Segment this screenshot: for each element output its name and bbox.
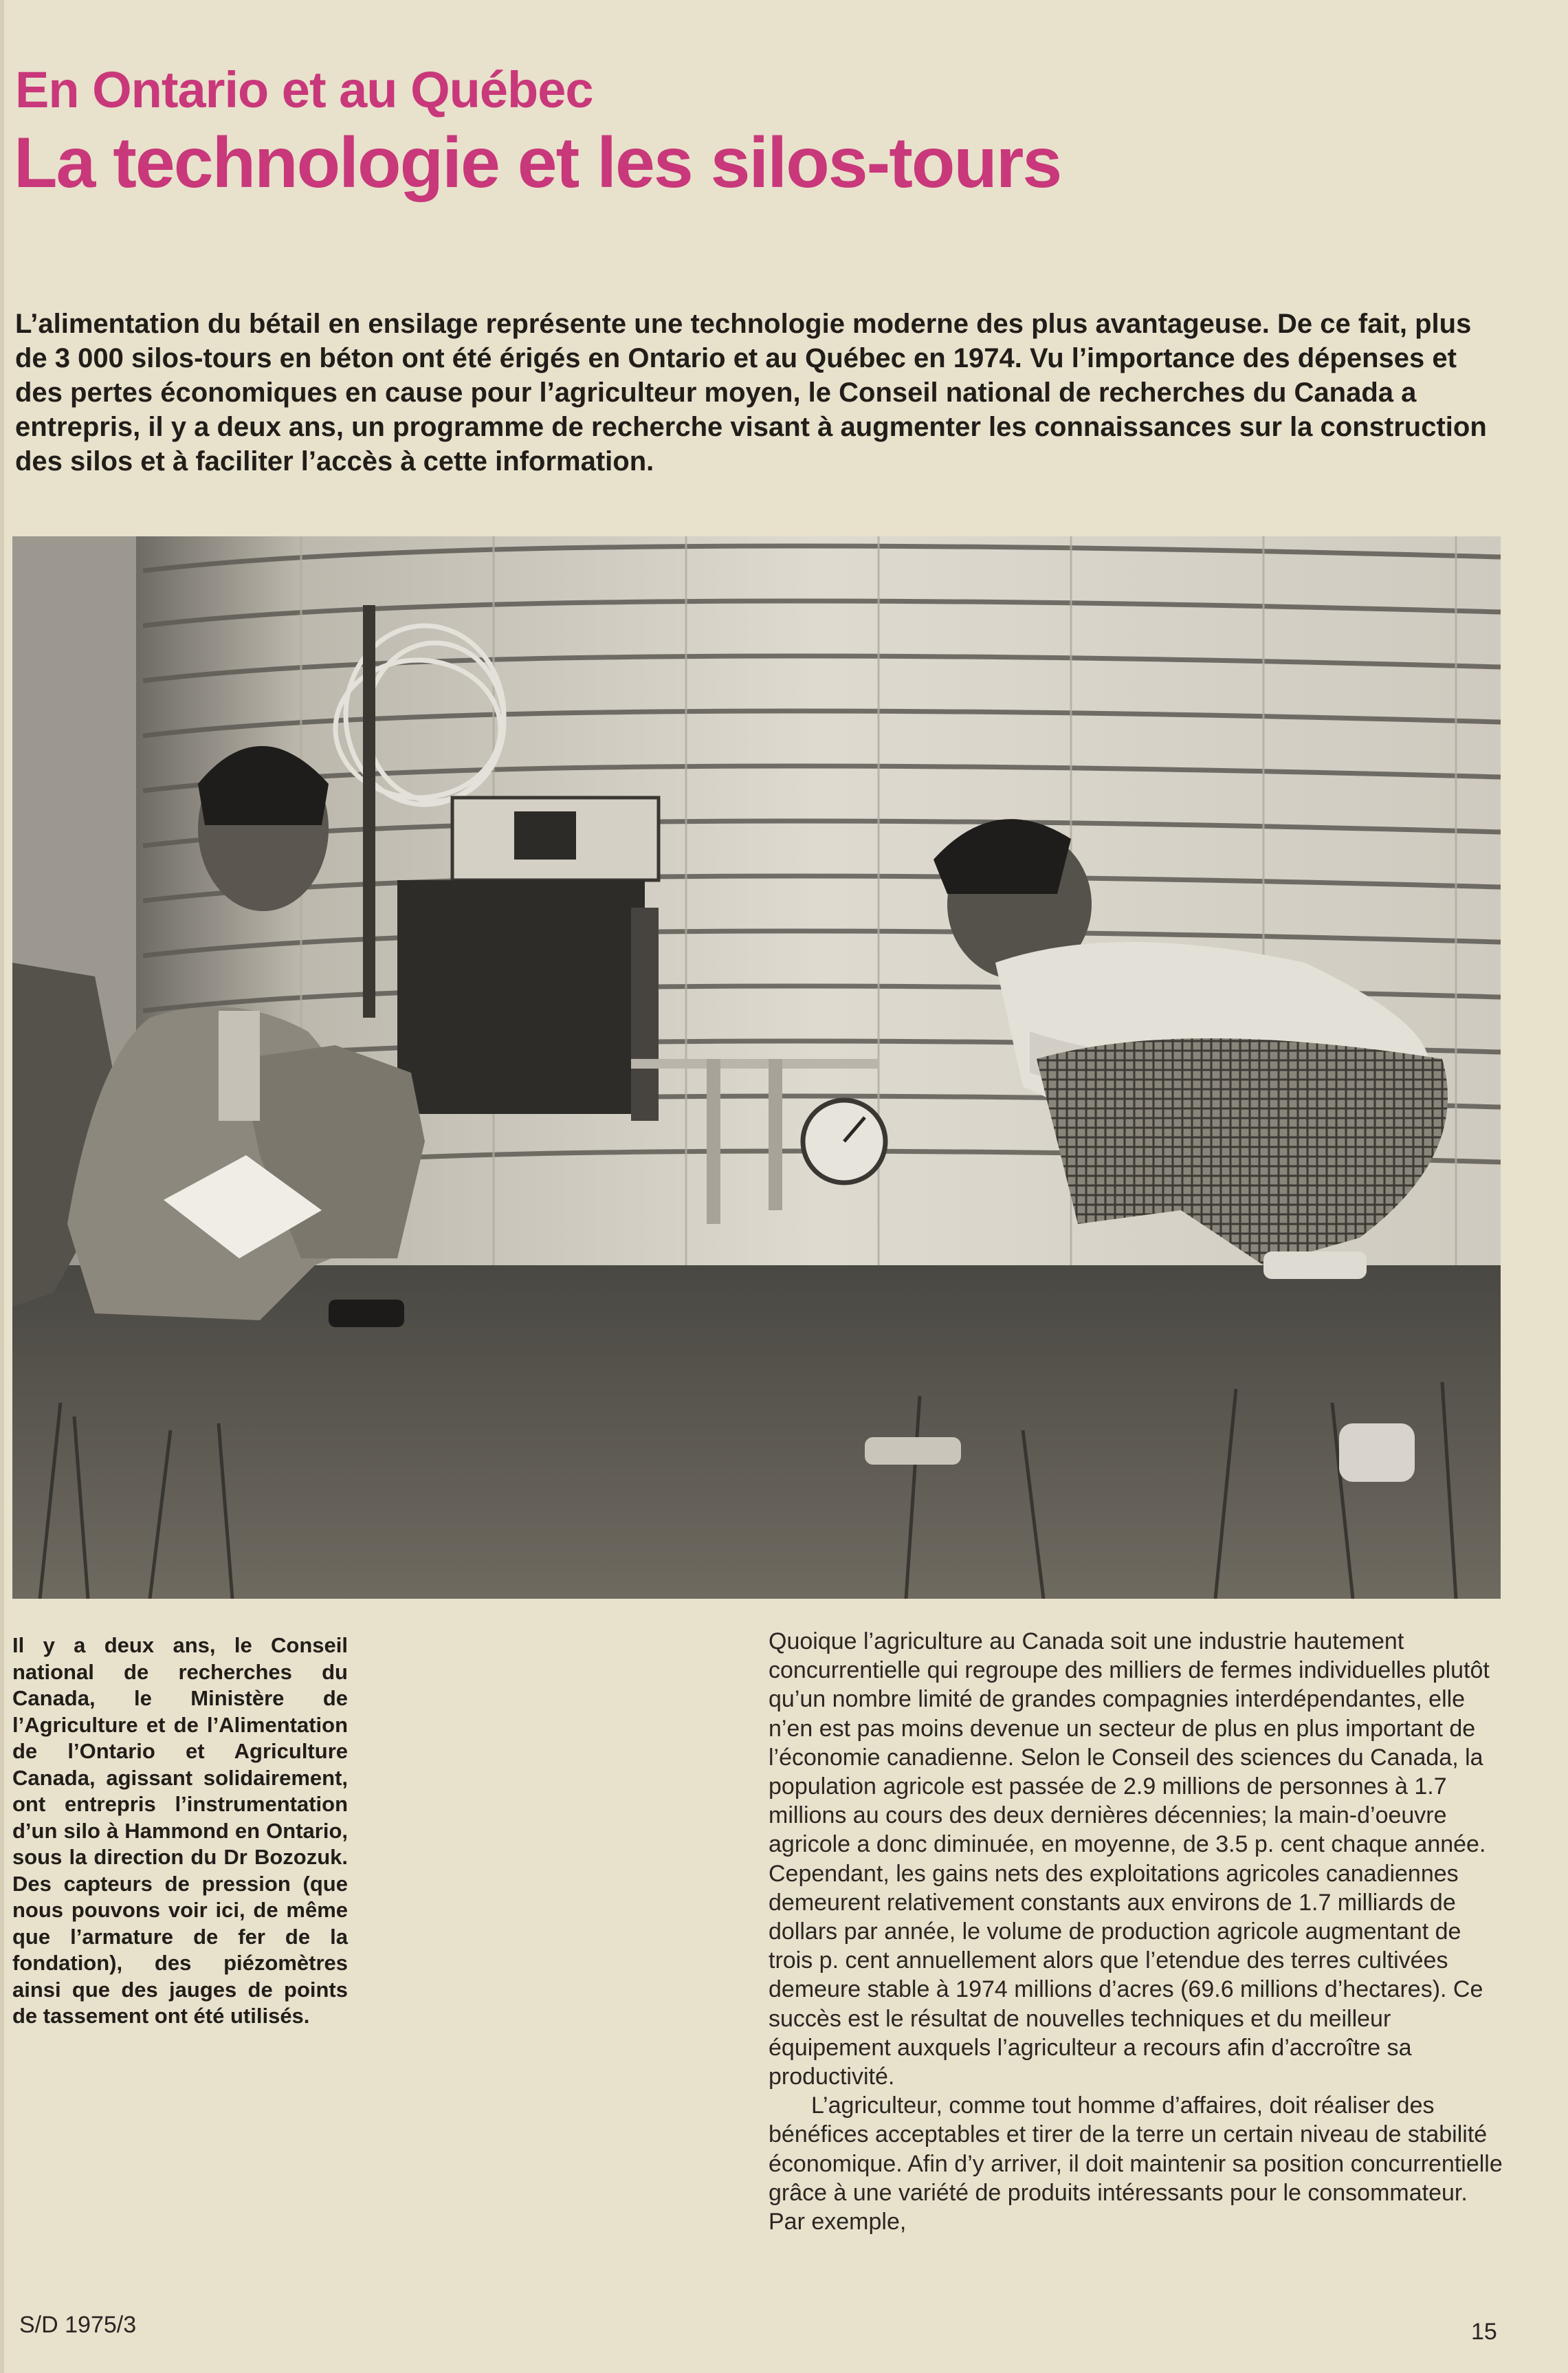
page-edge [0, 0, 4, 2373]
article-lede: L’alimentation du bétail en ensilage représente une technologie moderne des plus avantageuse. De ce fait, plus de 3 000 silos-tours en béton ont été érigés en Ontario et au Québec en 1974. Vu l’importance des dépenses et des pertes économiques en cause pour l’agriculteur moyen, le Conseil national de recherches du Canada a entrepris, il y a deux ans, un programme de recherche visant à augmenter les connaissances sur la construction des silos et à faciliter l’accès à cette information. [15, 309, 1487, 477]
page-number: 15 [1471, 2319, 1497, 2345]
photo-caption: Il y a deux ans, le Conseil national de recherches du Canada, le Ministère de l’Agriculture et de l’Alimentation de l’Ontario et Agriculture Canada, agissant solidairement, ont entrepris l’instrumentation d’un silo à Hammond en Ontario, sous la direction du Dr Bozozuk. Des capteurs de pression (que nous pouvons voir ici, de même que l’armature de fer de la fondation), des piézomètres ainsi que des jauges de points de tassement ont été utilisés. [12, 1633, 348, 2028]
body-paragraph: Quoique l’agriculture au Canada soit une industrie hautement concurrentielle qui regroupe des milliers de fermes individuelles plutôt qu’un nombre limité de grandes compagnies interdépendantes, elle n’en est pas moins devenue un secteur de plus en plus important de l’économie canadienne. Selon le Conseil des sciences du Canada, la population agricole est passée de 2.9 millions de personnes à 1.7 millions au cours des deux dernières décennies; la main-d’oeuvre agricole a donc diminuée, en moyenne, de 3.5 p. cent chaque année. Cependant, les gains nets des exploitations agricoles canadiennes demeurent relativement constants aux environs de 1.7 milliards de dollars par année, le volume de production agricole augmentant de trois p. cent annuellement alors que l’etendue des terres cultivées demeure stable à 1974 millions d’acres (69.6 millions d’hectares). Ce succès est le résultat de nouvelles techniques et du meilleur équipement auxquels l’agriculteur a recours afin d’accroître sa productivité. [769, 1628, 1490, 2090]
issue-label: S/D 1975/3 [19, 2312, 137, 2338]
section-kicker: En Ontario et au Québec [15, 61, 593, 118]
body-paragraph: L’agriculteur, comme tout homme d’affaires, doit réaliser des bénéfices acceptables et tirer de la terre un certain niveau de stabilité économique. Afin d’y arriver, il doit maintenir sa position concurrentielle grâce à une variété de produits intéressants pour le consommateur. Par exemple, [769, 2092, 1503, 2235]
article-photo [12, 536, 1501, 1599]
article-title: La technologie et les silos-tours [14, 123, 1061, 203]
article-body [769, 1627, 1504, 2236]
